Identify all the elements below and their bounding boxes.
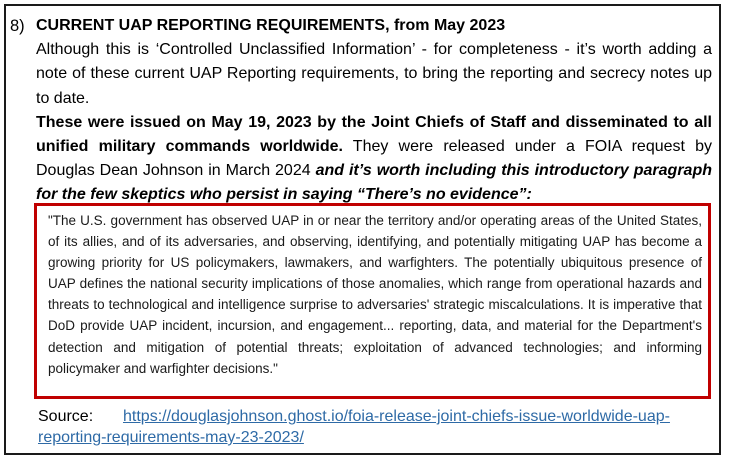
quote-text: "The U.S. government has observed UAP in or near the territory and/or operating areas of the United States, of its allies, and of its adversaries, and observing, identifying, and potentially mitigating UAP has become a growing priority for US policymakers, lawmakers, and warfighters. The potentially ubiquitous presence of UAP defines the national security implications of those anomalies, which range from operational hazards and threats to technological and intelligence surprise to adversaries' strategic miscalculations. It is imperative that DoD provide UAP incident, incursion, and engagement... reporting, data, and material for the Department's detection and mitigation of potential threats; exploitation of advanced technologies; and informing policymaker and warfighter decisions." (48, 213, 702, 376)
issued-paragraph (36, 111, 712, 208)
intro-paragraph: Although this is ‘Controlled Unclassified Information’ - for completeness - it’s worth adding a note of these current UAP Reporting requirements, to bring the reporting and secrecy notes up to date. (36, 41, 712, 107)
section-heading: CURRENT UAP REPORTING REQUIREMENTS, from May 2023 (36, 17, 506, 34)
section-number: 8) (10, 17, 25, 35)
source-label: Source: (38, 408, 94, 425)
section-content (36, 14, 712, 208)
source-link[interactable]: https://douglasjohnson.ghost.io/foia-release-joint-chiefs-issue-worldwide-uap-reporting-requirements-may-23-2023/ (38, 408, 670, 446)
source-line (38, 406, 714, 448)
emphasis-statement: and it’s worth including this introductory paragraph for the few skeptics who persist in saying “There’s no evidence”: (36, 162, 713, 204)
issued-statement: These were issued on May 19, 2023 by the Joint Chiefs of Staff and disseminated to all unified military commands worldwide. (36, 113, 712, 156)
released-statement: They were released under a FOIA request by Douglas Dean Johnson in March 2024 (36, 138, 712, 180)
